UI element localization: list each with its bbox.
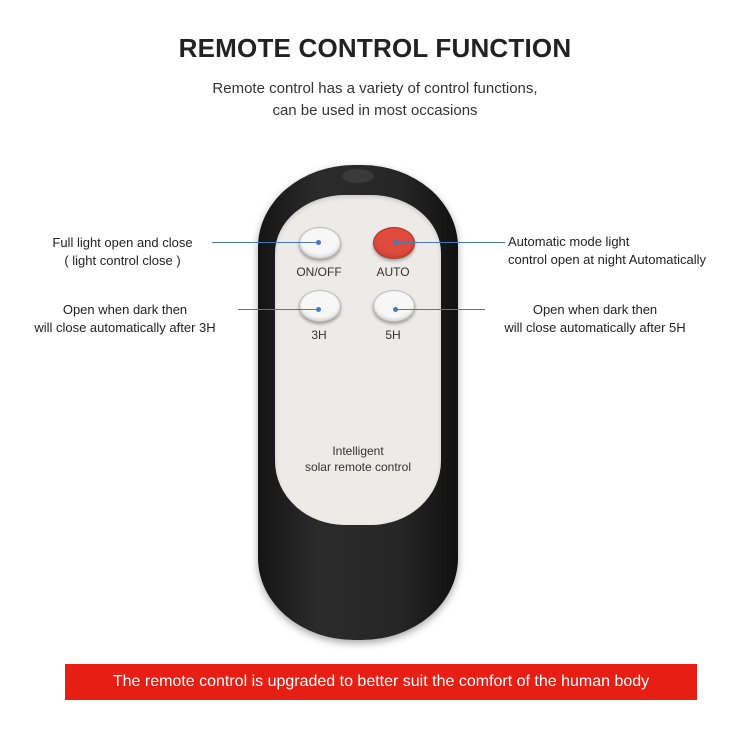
subtitle [0,78,750,122]
annotation-auto-mode-line-1: Automatic mode light [508,234,630,249]
on-off-label: ON/OFF [296,265,342,279]
page-title: REMOTE CONTROL FUNCTION [178,33,572,63]
annotation-dark-5h [485,301,705,337]
connector-line-full-light [212,242,320,243]
annotation-dark-3h-line-2: will close automatically after 3H [34,320,216,335]
annotation-auto-mode-line-2: control open at night Automatically [508,252,707,267]
remote-control [258,165,458,640]
brand-text [275,443,441,475]
auto-label: AUTO [376,265,410,279]
annotation-dark-5h-line-1: Open when dark then [532,302,658,317]
connector-dot-5h [393,307,398,312]
connector-line-auto [395,242,505,243]
bottom-banner: The remote control is upgraded to better suit the comfort of the human body [65,664,697,700]
5h-label: 5H [385,328,401,342]
annotation-full-light-line-1: Full light open and close [52,235,193,250]
subtitle-line-1: Remote control has a variety of control functions, [212,80,538,97]
3h-label: 3H [311,328,327,342]
connector-line-5h [395,309,485,310]
annotation-dark-3h [10,301,240,337]
brand-line-1: Intelligent [332,444,384,458]
3h-button[interactable] [299,290,341,322]
connector-dot-full-light [316,240,321,245]
subtitle-line-2: can be used in most occasions [272,102,478,119]
annotation-full-light-line-2: ( light control close ) [64,253,181,268]
connector-dot-auto [393,240,398,245]
remote-notch [342,169,374,183]
annotation-auto-mode [508,233,743,269]
annotation-full-light [20,234,225,270]
annotation-dark-3h-line-1: Open when dark then [62,302,188,317]
connector-line-3h [238,309,320,310]
connector-dot-3h [316,307,321,312]
annotation-dark-5h-line-2: will close automatically after 5H [504,320,686,335]
5h-button[interactable] [373,290,415,322]
brand-line-2: solar remote control [304,460,412,474]
remote-face [275,195,441,525]
